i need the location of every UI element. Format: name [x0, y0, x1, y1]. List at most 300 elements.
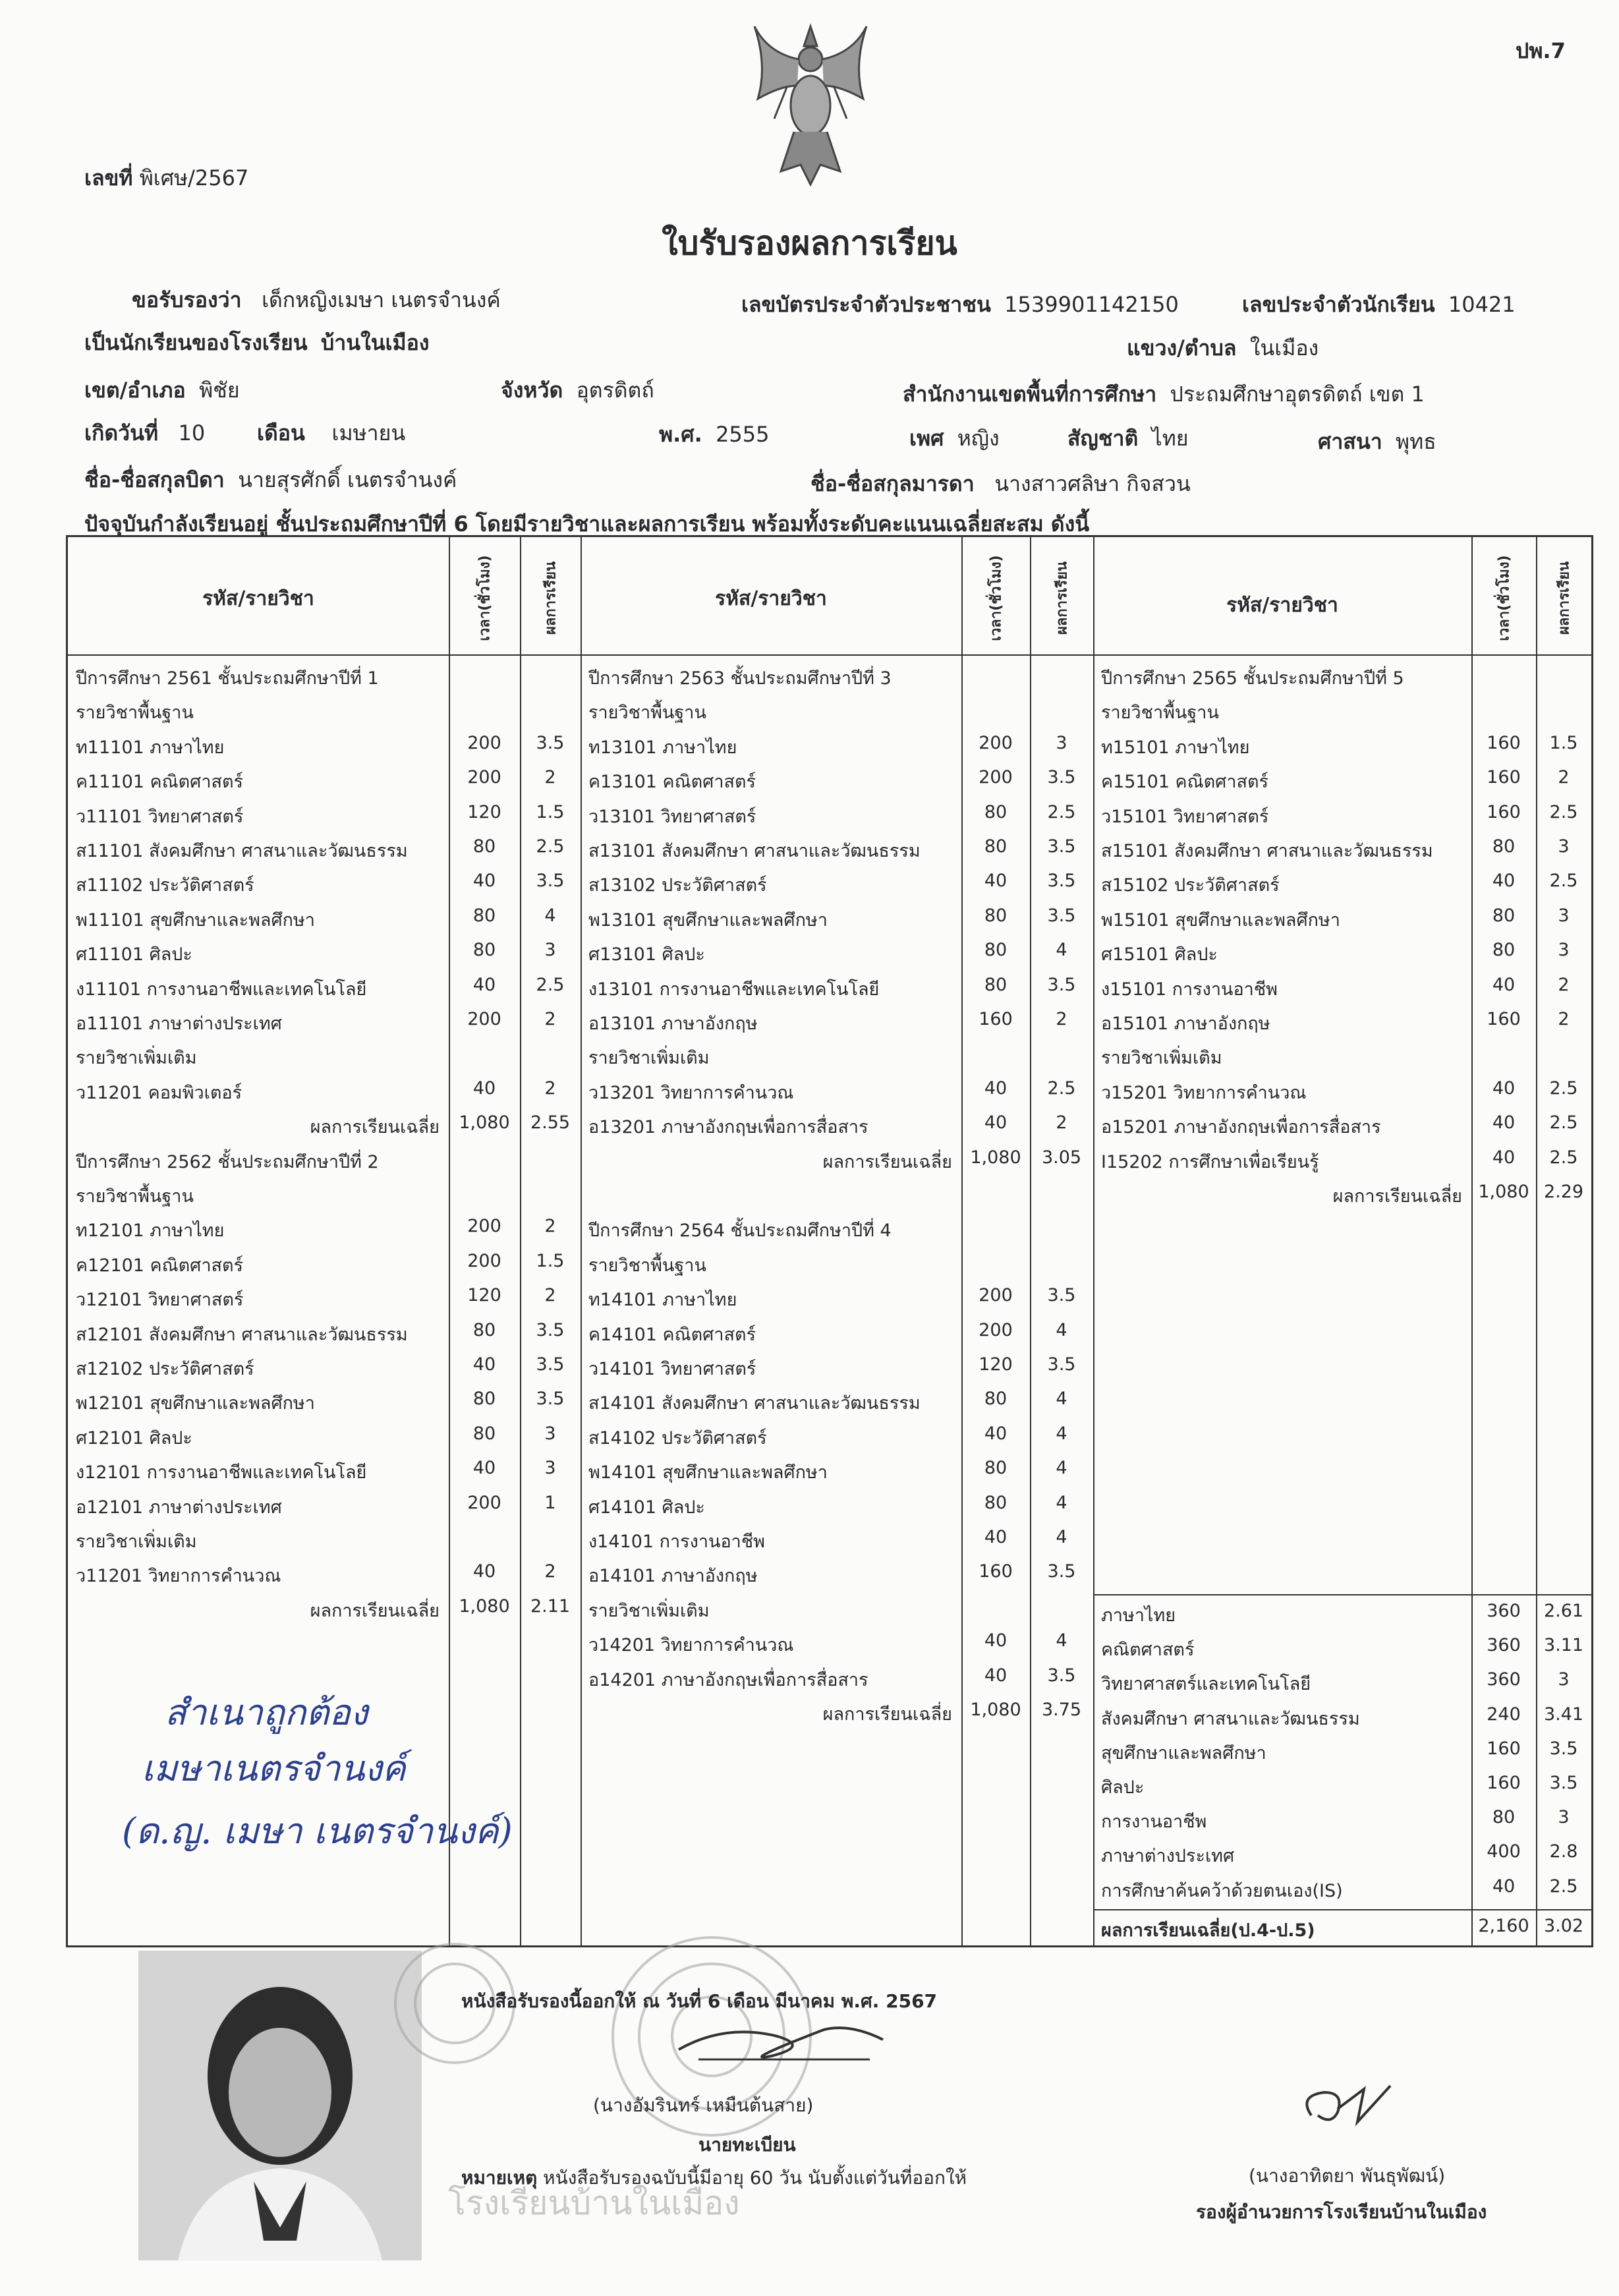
grade-value: 3 [1558, 1807, 1570, 1828]
grade-value: 2.55 [530, 1112, 571, 1134]
subject-name: ง14101 การงานอาชีพ [588, 1532, 765, 1552]
table-row [1093, 733, 1591, 767]
grade-value: 3.5 [1549, 1773, 1578, 1793]
garuda-emblem-icon [741, 13, 880, 198]
table-row [581, 1596, 1093, 1630]
grade-header-1: ผลการเรียน [542, 561, 559, 635]
subject-name: ท13101 ภาษาไทย [588, 737, 737, 758]
table-row [68, 1458, 581, 1492]
hours-value: 80 [984, 1492, 1008, 1513]
hours-value: 360 [1487, 1635, 1521, 1656]
table-row [68, 1078, 581, 1112]
grade-value: 4 [1056, 1423, 1067, 1444]
hours-header-3: เวลา(ชั่วโมง) [1496, 555, 1513, 641]
table-row [581, 664, 1093, 698]
page-title: ใบรับรองผลการเรียน [662, 224, 957, 262]
subject-name: คณิตศาสตร์ [1101, 1640, 1195, 1661]
grade-value: 3.5 [536, 1319, 565, 1340]
school-line: เป็นนักเรียนของโรงเรียน บ้านในเมือง [84, 330, 430, 355]
grade-value: 3 [1558, 836, 1570, 857]
table-row [581, 698, 1093, 732]
subject-name: ค13101 คณิตศาสตร์ [588, 772, 756, 793]
hours-value: 40 [1492, 1147, 1516, 1168]
table-row [1093, 664, 1591, 698]
subject-name: รายวิชาพื้นฐาน [588, 1255, 706, 1276]
table-row [581, 1423, 1093, 1458]
grade-value: 4 [1056, 1492, 1067, 1513]
hours-value: 40 [472, 1354, 496, 1375]
table-row [68, 1043, 581, 1077]
hours-value: 80 [1492, 940, 1516, 961]
grade-value: 4 [544, 905, 556, 926]
subject-name: ส15101 สังคมศึกษา ศาสนาและวัฒนธรรม [1101, 841, 1433, 861]
subject-name: ค14101 คณิตศาสตร์ [588, 1324, 756, 1345]
grade-value: 2 [1558, 767, 1570, 788]
grade-header-3: ผลการเรียน [1556, 561, 1573, 635]
subject-name: ค11101 คณิตศาสตร์ [76, 772, 243, 793]
grade-value: 2 [1056, 1112, 1067, 1134]
table-row [581, 1182, 1093, 1216]
hours-value: 80 [472, 1423, 496, 1444]
hours-value: 40 [984, 1665, 1008, 1686]
hours-value: 40 [472, 1077, 496, 1099]
birth-month: เดือน เมษายน [257, 420, 406, 445]
average-row [68, 1596, 581, 1630]
hours-value: 160 [1487, 767, 1521, 788]
table-row [581, 1043, 1093, 1077]
table-row [68, 1147, 581, 1182]
subject-name: ท12101 ภาษาไทย [76, 1220, 225, 1242]
grade-value: 3.41 [1543, 1704, 1584, 1725]
table-row [581, 1285, 1093, 1319]
grade-value: 3.5 [1047, 836, 1076, 857]
grade-value: 2 [544, 1216, 556, 1237]
grade-value: 2 [544, 1077, 556, 1099]
hours-value: 80 [1492, 905, 1516, 926]
subject-name: ส13102 ประวัติศาสตร์ [588, 875, 767, 896]
table-row [68, 733, 581, 767]
table-row [68, 767, 581, 801]
subject-name: ส12102 ประวัติศาสตร์ [76, 1359, 254, 1379]
grade-value: 2.11 [530, 1595, 571, 1617]
hours-value: 80 [984, 801, 1008, 822]
table-row [1093, 1669, 1591, 1704]
hours-value: 200 [979, 732, 1013, 753]
summary-total-label: ผลการเรียนเฉลี่ย(ป.4-ป.5) [1101, 1920, 1315, 1941]
hours-value: 80 [1492, 1807, 1516, 1828]
grade-value: 1.5 [536, 1250, 565, 1271]
hours-value: 1,080 [1478, 1182, 1529, 1202]
table-row [1093, 940, 1591, 974]
summary-total-hours: 2,160 [1478, 1916, 1529, 1936]
subject-name: ผลการเรียนเฉลี่ย [1332, 1186, 1462, 1207]
grade-value: 2.5 [1549, 801, 1578, 822]
hours-value: 40 [984, 1077, 1008, 1099]
hours-header-2: เวลา(ชั่วโมง) [988, 555, 1005, 641]
grade-value: 2.5 [1047, 801, 1076, 822]
subject-name: พ11101 สุขศึกษาและพลศึกษา [76, 909, 315, 931]
table-row [581, 1458, 1093, 1492]
subject-name: ว11101 วิทยาศาสตร์ [76, 806, 244, 827]
grade-value: 3.11 [1543, 1635, 1584, 1656]
table-row [581, 1665, 1093, 1700]
document-number: เลขที่ พิเศษ/2567 [84, 165, 249, 190]
table-row [68, 1561, 581, 1595]
table-row [68, 975, 581, 1009]
hours-value: 160 [1487, 732, 1521, 753]
subject-name: ง12101 การงานอาชีพและเทคโนโลยี [76, 1462, 367, 1483]
table-row [581, 1009, 1093, 1043]
table-row [68, 905, 581, 940]
grade-value: 3.05 [1041, 1147, 1082, 1168]
grade-value: 3.5 [536, 732, 565, 753]
note: หมายเหตุ หนังสือรับรองฉบับนี้มีอายุ 60 วัน นับตั้งแต่วันที่ออกให้ [461, 2167, 967, 2189]
subject-name: ท15101 ภาษาไทย [1101, 737, 1250, 758]
subject-name: ว12101 วิทยาศาสตร์ [76, 1290, 244, 1311]
summary-total-grade: 3.02 [1543, 1916, 1584, 1936]
hours-value: 40 [1492, 1077, 1516, 1099]
subject-name: ส15102 ประวัติศาสตร์ [1101, 875, 1280, 896]
subject-name: ภาษาต่างประเทศ [1101, 1846, 1235, 1867]
subject-name: รายวิชาพื้นฐาน [1101, 703, 1219, 724]
grade-value: 2.29 [1543, 1182, 1584, 1202]
hours-value: 80 [984, 905, 1008, 926]
subject-name: ส13101 สังคมศึกษา ศาสนาและวัฒนธรรม [588, 841, 921, 861]
grade-value: 1.5 [536, 801, 565, 822]
grade-value: 3.5 [1047, 871, 1076, 892]
grade-value: 3 [1056, 732, 1067, 753]
grade-value: 4 [1056, 1630, 1067, 1651]
subject-name: อ11101 ภาษาต่างประเทศ [76, 1014, 282, 1034]
table-row [581, 836, 1093, 871]
subject-name: สุขศึกษาและพลศึกษา [1101, 1742, 1266, 1764]
hours-value: 200 [467, 732, 501, 753]
grade-value: 4 [1056, 1389, 1067, 1410]
grade-value: 4 [1056, 1458, 1067, 1479]
subject-name: รายวิชาเพิ่มเติม [588, 1048, 710, 1069]
table-row [68, 698, 581, 732]
subject-name: รายวิชาเพิ่มเติม [1101, 1048, 1222, 1069]
subject-name: ภาษาไทย [1101, 1605, 1176, 1626]
hours-value: 200 [467, 1216, 501, 1237]
table-row [1093, 1704, 1591, 1738]
deputy-name: (นางอาทิตยา พันธุพัฒน์) [1249, 2165, 1446, 2187]
table-row [581, 1493, 1093, 1527]
subject-name: พ14101 สุขศึกษาและพลศึกษา [588, 1462, 828, 1483]
table-row [1093, 1601, 1591, 1635]
subject-name: ว15101 วิทยาศาสตร์ [1101, 806, 1269, 827]
subject-name: อ15201 ภาษาอังกฤษเพื่อการสื่อสาร [1101, 1117, 1381, 1138]
grade-value: 3 [544, 1423, 556, 1444]
hours-value: 160 [1487, 1009, 1521, 1029]
subject-name: รายวิชาเพิ่มเติม [588, 1600, 710, 1621]
subject-name: ว13201 วิทยาการคำนวณ [588, 1082, 794, 1103]
subject-name: วิทยาศาสตร์และเทคโนโลยี [1101, 1674, 1311, 1695]
subject-name: อ13101 ภาษาอังกฤษ [588, 1014, 758, 1034]
table-row [1093, 1078, 1591, 1112]
subject-name: ง15101 การงานอาชีพ [1101, 979, 1278, 1000]
grade-value: 2 [544, 767, 556, 788]
hours-value: 80 [472, 905, 496, 926]
grade-value: 1 [544, 1492, 556, 1513]
subject-name: อ14101 ภาษาอังกฤษ [588, 1566, 758, 1587]
education-area: สำนักงานเขตพื้นที่การศึกษา ประถมศึกษาอุตรดิตถ์ เขต 1 [903, 382, 1425, 407]
subject-name: ปีการศึกษา 2563 ชั้นประถมศึกษาปีที่ 3 [588, 668, 892, 689]
grade-value: 3.5 [1549, 1738, 1578, 1759]
grade-value: 3 [1558, 905, 1570, 926]
table-row [68, 1009, 581, 1043]
mother-name: ชื่อ-ชื่อสกุลมารดา นางสาวศลิษา กิจสวน [810, 471, 1191, 496]
grade-value: 3.5 [1047, 1285, 1076, 1306]
hours-header-1: เวลา(ชั่วโมง) [476, 555, 494, 641]
grade-value: 2.61 [1543, 1601, 1584, 1621]
table-row [1093, 1807, 1591, 1841]
hours-value: 40 [984, 1423, 1008, 1444]
table-row [68, 1216, 581, 1250]
subject-name: พ13101 สุขศึกษาและพลศึกษา [588, 909, 828, 931]
hours-value: 80 [984, 974, 1008, 995]
hours-value: 160 [979, 1561, 1013, 1582]
table-row [1093, 1147, 1591, 1182]
table-row [581, 1389, 1093, 1423]
current-status: ปัจจุบันกำลังเรียนอยู่ ชั้นประถมศึกษาปีที่ 6 โดยมีรายวิชาและผลการเรียน พร้อมทั้งระดับคะแนนเฉลี่ยสะสม ดังนี้ [84, 511, 1090, 536]
hours-value: 40 [472, 871, 496, 892]
subject-name: อ12101 ภาษาต่างประเทศ [76, 1497, 282, 1518]
table-row [581, 871, 1093, 905]
table-row [68, 940, 581, 974]
subject-name: ว14101 วิทยาศาสตร์ [588, 1359, 756, 1379]
subject-name: ว11201 คอมพิวเตอร์ [76, 1082, 242, 1103]
grade-value: 3 [544, 940, 556, 961]
grade-value: 1.5 [1549, 732, 1578, 753]
hours-value: 80 [984, 1458, 1008, 1479]
subject-name: อ13201 ภาษาอังกฤษเพื่อการสื่อสาร [588, 1117, 868, 1138]
hours-value: 1,080 [970, 1700, 1021, 1720]
subdistrict: แขวง/ตำบล ในเมือง [1127, 335, 1319, 360]
grade-value: 2.5 [536, 974, 565, 995]
average-row [1093, 1182, 1591, 1216]
hours-value: 40 [984, 1112, 1008, 1134]
table-row [68, 1389, 581, 1423]
subject-header-1: รหัส/รายวิชา [202, 587, 314, 610]
table-row [581, 1112, 1093, 1147]
table-row [581, 1078, 1093, 1112]
hours-value: 80 [472, 1389, 496, 1410]
grade-value: 3 [544, 1458, 556, 1479]
grade-value: 2.8 [1549, 1841, 1578, 1862]
grade-value: 2 [1056, 1009, 1067, 1029]
subject-name: การศึกษาค้นคว้าด้วยตนเอง(IS) [1101, 1880, 1343, 1901]
grade-value: 4 [1056, 940, 1067, 961]
table-row [1093, 975, 1591, 1009]
birth-day: เกิดวันที่ 10 [84, 420, 206, 445]
subject-name: พ12101 สุขศึกษาและพลศึกษา [76, 1393, 315, 1414]
table-row [68, 1251, 581, 1285]
table-row [1093, 1112, 1591, 1147]
table-row [68, 1182, 581, 1216]
grade-value: 2.5 [1549, 1077, 1578, 1099]
table-row [68, 1285, 581, 1319]
table-row [1093, 1043, 1591, 1077]
subject-name: I15202 การศึกษาเพื่อเรียนรู้ [1101, 1151, 1319, 1172]
hours-value: 1,080 [970, 1147, 1021, 1168]
hours-value: 120 [467, 1285, 501, 1306]
subject-name: ปีการศึกษา 2561 ชั้นประถมศึกษาปีที่ 1 [76, 668, 379, 689]
subject-name: อ14201 ภาษาอังกฤษเพื่อการสื่อสาร [588, 1669, 868, 1690]
hours-value: 40 [1492, 1112, 1516, 1134]
hours-value: 80 [984, 1389, 1008, 1410]
birth-year: พ.ศ. 2555 [659, 422, 770, 447]
table-row [581, 1561, 1093, 1595]
subject-name: ปีการศึกษา 2562 ชั้นประถมศึกษาปีที่ 2 [76, 1151, 379, 1172]
form-code: ปพ.7 [1516, 38, 1566, 63]
subject-name: ผลการเรียนเฉลี่ย [310, 1117, 440, 1138]
hours-value: 120 [979, 1354, 1013, 1375]
hours-value: 200 [979, 1285, 1013, 1306]
table-row [581, 975, 1093, 1009]
subject-header-2: รหัส/รายวิชา [715, 587, 827, 610]
table-row [581, 940, 1093, 974]
subject-name: ส12101 สังคมศึกษา ศาสนาและวัฒนธรรม [76, 1324, 408, 1345]
hours-value: 80 [984, 836, 1008, 857]
hours-value: 200 [467, 1009, 501, 1029]
subject-name: รายวิชาพื้นฐาน [76, 1186, 194, 1207]
nationality: สัญชาติ ไทย [1067, 426, 1189, 451]
grade-value: 3.5 [1047, 974, 1076, 995]
subject-name: ส11102 ประวัติศาสตร์ [76, 875, 254, 896]
subject-name: ว15201 วิทยาการคำนวณ [1101, 1082, 1307, 1103]
subject-name: ศ12101 ศิลปะ [76, 1427, 192, 1449]
summary-total [1093, 1916, 1591, 1950]
table-row [1093, 1773, 1591, 1807]
hours-value: 40 [1492, 974, 1516, 995]
hours-value: 80 [1492, 836, 1516, 857]
subject-name: การงานอาชีพ [1101, 1812, 1207, 1833]
subject-name: ค12101 คณิตศาสตร์ [76, 1255, 243, 1276]
table-row [1093, 905, 1591, 940]
grade-value: 3.5 [1047, 905, 1076, 926]
table-row [68, 664, 581, 698]
subject-name: สังคมศึกษา ศาสนาและวัฒนธรรม [1101, 1708, 1360, 1729]
grade-value: 2 [1558, 974, 1570, 995]
table-row [1093, 1635, 1591, 1669]
hours-value: 360 [1487, 1601, 1521, 1621]
table-row [1093, 836, 1591, 871]
hours-value: 200 [979, 767, 1013, 788]
registrar-signature-icon [672, 2010, 890, 2069]
subject-header-3: รหัส/รายวิชา [1226, 594, 1338, 617]
subject-name: ศ14101 ศิลปะ [588, 1497, 705, 1518]
grade-value: 2.5 [1549, 871, 1578, 892]
table-row [581, 1527, 1093, 1561]
grade-value: 3 [1558, 1669, 1570, 1690]
stamp-text: โรงเรียนบ้านในเมือง [448, 2184, 740, 2222]
table-row [1093, 1009, 1591, 1043]
grade-header-2: ผลการเรียน [1054, 561, 1071, 635]
subject-name: ผลการเรียนเฉลี่ย [822, 1151, 952, 1172]
grade-value: 3.5 [1047, 767, 1076, 788]
subject-name: ส14101 สังคมศึกษา ศาสนาและวัฒนธรรม [588, 1393, 921, 1414]
hours-value: 160 [1487, 801, 1521, 822]
grade-value: 2.5 [1549, 1876, 1578, 1897]
hours-value: 120 [467, 801, 501, 822]
grade-value: 3.5 [536, 1354, 565, 1375]
deputy-title: รองผู้อำนวยการโรงเรียนบ้านในเมือง [1196, 2201, 1487, 2223]
hours-value: 80 [984, 940, 1008, 961]
deputy-signature-icon [1292, 2076, 1423, 2135]
subject-name: ว13101 วิทยาศาสตร์ [588, 806, 756, 827]
average-row [68, 1112, 581, 1147]
subject-name: ปีการศึกษา 2564 ชั้นประถมศึกษาปีที่ 4 [588, 1220, 892, 1242]
grade-value: 2.5 [1549, 1112, 1578, 1134]
subject-name: รายวิชาเพิ่มเติม [76, 1532, 197, 1552]
table-row [581, 1630, 1093, 1665]
grade-value: 2.5 [1549, 1147, 1578, 1168]
table-row [581, 1251, 1093, 1285]
district: เขต/อำเภอ พิชัย [84, 378, 240, 403]
hours-value: 200 [467, 1250, 501, 1271]
subject-name: ศ15101 ศิลปะ [1101, 944, 1218, 965]
hours-value: 40 [472, 974, 496, 995]
grade-value: 4 [1056, 1527, 1067, 1547]
table-row [1093, 698, 1591, 732]
table-row [68, 802, 581, 836]
table-row [1093, 767, 1591, 801]
average-row [581, 1700, 1093, 1734]
grade-value: 2 [1558, 1009, 1570, 1029]
average-row [581, 1147, 1093, 1182]
hours-value: 200 [467, 1492, 501, 1513]
table-row [1093, 1738, 1591, 1773]
subject-name: ส11101 สังคมศึกษา ศาสนาและวัฒนธรรม [76, 841, 408, 861]
grade-value: 3.5 [536, 871, 565, 892]
hours-value: 40 [984, 1630, 1008, 1651]
subject-name: ผลการเรียนเฉลี่ย [822, 1704, 952, 1725]
hours-value: 200 [467, 767, 501, 788]
table-row [68, 1354, 581, 1389]
handwritten-certified: สำเนาถูกต้อง [165, 1692, 368, 1733]
subject-name: ศิลปะ [1101, 1777, 1145, 1798]
grade-value: 4 [1056, 1319, 1067, 1340]
subject-name: ง13101 การงานอาชีพและเทคโนโลยี [588, 979, 880, 1000]
province: จังหวัด อุตรดิตถ์ [501, 378, 654, 403]
subject-name: รายวิชาพื้นฐาน [588, 703, 706, 724]
grade-value: 2 [544, 1009, 556, 1029]
grade-value: 2.5 [536, 836, 565, 857]
subject-name: ค15101 คณิตศาสตร์ [1101, 772, 1268, 793]
subject-name: ส14102 ประวัติศาสตร์ [588, 1427, 767, 1449]
student-number: เลขประจำตัวนักเรียน 10421 [1242, 292, 1516, 317]
table-row [68, 871, 581, 905]
grade-value: 2.5 [1047, 1077, 1076, 1099]
table-row [581, 1216, 1093, 1250]
table-row [581, 767, 1093, 801]
hours-value: 40 [1492, 1876, 1516, 1897]
hours-value: 80 [472, 1319, 496, 1340]
hours-value: 40 [1492, 871, 1516, 892]
hours-value: 40 [472, 1561, 496, 1582]
hours-value: 400 [1487, 1841, 1521, 1862]
registrar-name: (นางอัมรินทร์ เหมืนต้นสาย) [593, 2094, 814, 2116]
table-row [581, 905, 1093, 940]
hours-value: 360 [1487, 1669, 1521, 1690]
grade-value: 2 [544, 1285, 556, 1306]
subject-name: พ15101 สุขศึกษาและพลศึกษา [1101, 909, 1340, 931]
religion: ศาสนา พุทธ [1318, 429, 1436, 454]
hours-value: 40 [472, 1458, 496, 1479]
subject-name: ศ11101 ศิลปะ [76, 944, 192, 965]
table-row [581, 1320, 1093, 1354]
